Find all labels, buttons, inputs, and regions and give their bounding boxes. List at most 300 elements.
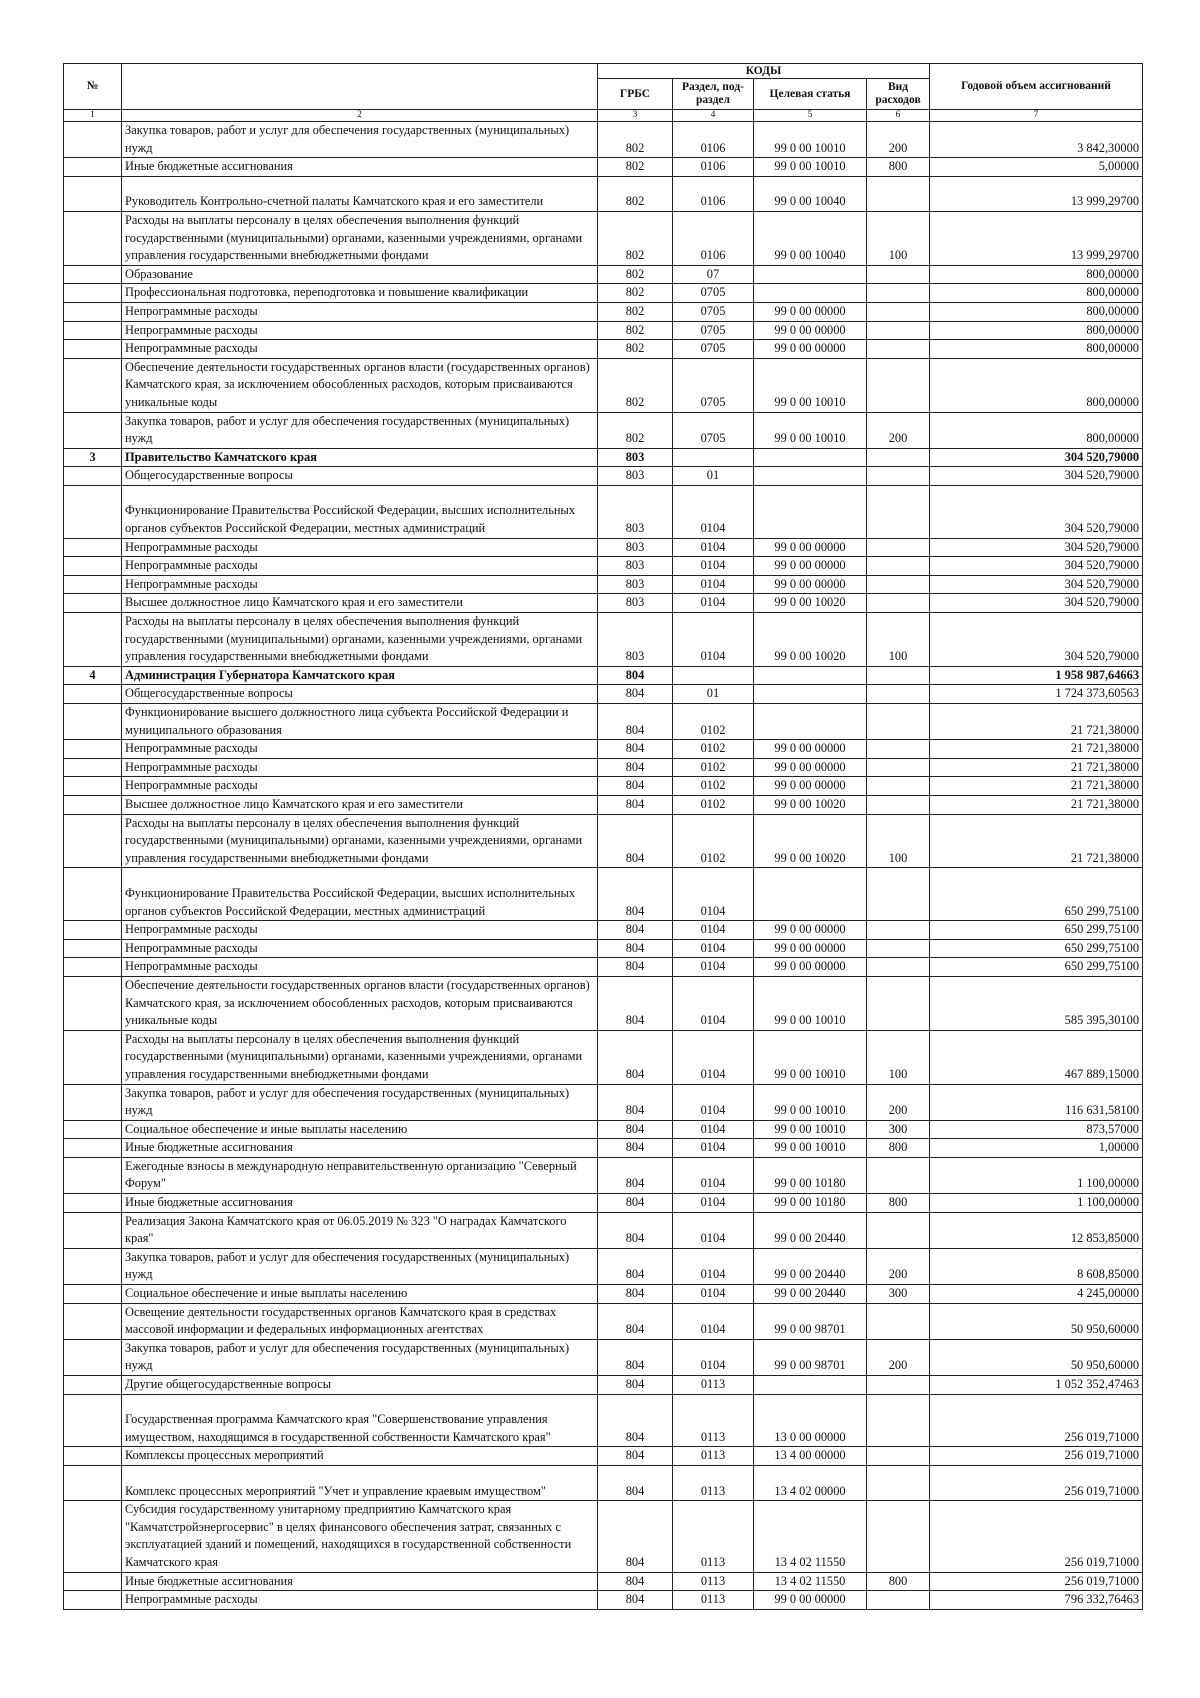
- table-row: [64, 939, 1143, 958]
- row-number: [64, 1591, 122, 1610]
- row-name: Правительство Камчатского края: [122, 448, 598, 467]
- row-target: [754, 467, 867, 486]
- row-name: Комплекс процессных мероприятий "Учет и управление краевым имуществом": [122, 1465, 598, 1500]
- row-number: [64, 1465, 122, 1500]
- row-name: Высшее должностное лицо Камчатского края и его заместители: [122, 594, 598, 613]
- row-amount: 304 520,79000: [930, 485, 1143, 538]
- row-section: 0104: [673, 1030, 754, 1084]
- row-exptype: [867, 1501, 930, 1572]
- row-amount: 650 299,75100: [930, 868, 1143, 921]
- table-row: [64, 1591, 1143, 1610]
- row-amount: 1 052 352,47463: [930, 1376, 1143, 1395]
- col-target-header: Целевая статья: [754, 79, 867, 110]
- row-exptype: [867, 302, 930, 321]
- row-target: [754, 1376, 867, 1395]
- row-grbs: 802: [598, 358, 673, 412]
- row-number: [64, 485, 122, 538]
- row-exptype: [867, 340, 930, 359]
- row-name: Непрограммные расходы: [122, 575, 598, 594]
- row-exptype: [867, 976, 930, 1030]
- row-number: [64, 467, 122, 486]
- row-section: 0106: [673, 122, 754, 158]
- row-exptype: [867, 1303, 930, 1339]
- row-target: 99 0 00 10010: [754, 1084, 867, 1120]
- row-section: 07: [673, 265, 754, 284]
- table-row: [64, 321, 1143, 340]
- table-row: [64, 176, 1143, 211]
- colnum: 7: [930, 110, 1143, 122]
- row-section: 0104: [673, 1157, 754, 1193]
- row-section: 0104: [673, 1139, 754, 1158]
- row-amount: 1,00000: [930, 1139, 1143, 1158]
- row-amount: 256 019,71000: [930, 1394, 1143, 1447]
- row-grbs: 804: [598, 1394, 673, 1447]
- row-number: [64, 412, 122, 448]
- row-exptype: [867, 868, 930, 921]
- row-amount: 304 520,79000: [930, 538, 1143, 557]
- row-exptype: [867, 467, 930, 486]
- row-number: [64, 1030, 122, 1084]
- row-amount: 304 520,79000: [930, 613, 1143, 667]
- row-name: Закупка товаров, работ и услуг для обеспечения государственных (муниципальных) нужд: [122, 412, 598, 448]
- row-name: Расходы на выплаты персоналу в целях обеспечения выполнения функций государственными (муниципальными) органами, казенными учреждениями, органами управления государственными внебюджетными фондами: [122, 211, 598, 265]
- row-number: [64, 1120, 122, 1139]
- table-row: [64, 467, 1143, 486]
- row-amount: 50 950,60000: [930, 1303, 1143, 1339]
- row-number: [64, 1139, 122, 1158]
- row-target: 99 0 00 00000: [754, 557, 867, 576]
- row-amount: 8 608,85000: [930, 1248, 1143, 1284]
- row-section: 0104: [673, 575, 754, 594]
- row-target: 99 0 00 10180: [754, 1157, 867, 1193]
- row-grbs: 803: [598, 575, 673, 594]
- row-exptype: [867, 284, 930, 303]
- row-grbs: 804: [598, 758, 673, 777]
- row-grbs: 804: [598, 939, 673, 958]
- table-row: [64, 685, 1143, 704]
- table-row: [64, 302, 1143, 321]
- table-row: [64, 557, 1143, 576]
- row-grbs: 804: [598, 976, 673, 1030]
- row-section: [673, 448, 754, 467]
- row-exptype: [867, 795, 930, 814]
- table-row: [64, 211, 1143, 265]
- row-grbs: 804: [598, 685, 673, 704]
- row-target: 99 0 00 10040: [754, 176, 867, 211]
- row-section: 0104: [673, 485, 754, 538]
- row-number: [64, 868, 122, 921]
- row-target: [754, 704, 867, 740]
- table-row: [64, 704, 1143, 740]
- row-number: [64, 740, 122, 759]
- table-row: [64, 448, 1143, 467]
- row-grbs: 803: [598, 594, 673, 613]
- row-amount: 12 853,85000: [930, 1212, 1143, 1248]
- row-target: 99 0 00 10040: [754, 211, 867, 265]
- row-name: Расходы на выплаты персоналу в целях обеспечения выполнения функций государственными (муниципальными) органами, казенными учреждениями, органами управления государственными внебюджетными фондами: [122, 613, 598, 667]
- row-exptype: [867, 740, 930, 759]
- row-number: [64, 176, 122, 211]
- row-section: 0113: [673, 1447, 754, 1466]
- row-section: 0104: [673, 1303, 754, 1339]
- row-section: 0104: [673, 1248, 754, 1284]
- table-row: [64, 1139, 1143, 1158]
- row-grbs: 803: [598, 448, 673, 467]
- row-target: 99 0 00 00000: [754, 758, 867, 777]
- row-exptype: [867, 758, 930, 777]
- budget-document: [63, 63, 1142, 1610]
- row-name: Непрограммные расходы: [122, 1591, 598, 1610]
- row-section: 0705: [673, 412, 754, 448]
- row-section: 0104: [673, 976, 754, 1030]
- row-number: [64, 958, 122, 977]
- row-name: Общегосударственные вопросы: [122, 685, 598, 704]
- row-name: Общегосударственные вопросы: [122, 467, 598, 486]
- row-section: 0102: [673, 704, 754, 740]
- row-section: 0705: [673, 302, 754, 321]
- row-target: 99 0 00 98701: [754, 1303, 867, 1339]
- row-number: [64, 302, 122, 321]
- row-name: Иные бюджетные ассигнования: [122, 1572, 598, 1591]
- row-grbs: 802: [598, 340, 673, 359]
- row-name: Образование: [122, 265, 598, 284]
- table-row: [64, 1339, 1143, 1375]
- row-grbs: 804: [598, 1465, 673, 1500]
- row-number: [64, 758, 122, 777]
- row-amount: 304 520,79000: [930, 557, 1143, 576]
- row-section: 0102: [673, 777, 754, 796]
- row-amount: 3 842,30000: [930, 122, 1143, 158]
- row-number: [64, 921, 122, 940]
- row-target: 99 0 00 10010: [754, 412, 867, 448]
- row-grbs: 803: [598, 538, 673, 557]
- row-amount: 4 245,00000: [930, 1285, 1143, 1304]
- row-number: [64, 1447, 122, 1466]
- row-target: 99 0 00 10020: [754, 594, 867, 613]
- row-section: 0104: [673, 921, 754, 940]
- row-amount: 256 019,71000: [930, 1447, 1143, 1466]
- table-row: [64, 284, 1143, 303]
- row-grbs: 804: [598, 1084, 673, 1120]
- table-row: [64, 575, 1143, 594]
- row-target: 99 0 00 10010: [754, 122, 867, 158]
- row-name: Социальное обеспечение и иные выплаты населению: [122, 1285, 598, 1304]
- row-name: Расходы на выплаты персоналу в целях обеспечения выполнения функций государственными (муниципальными) органами, казенными учреждениями, органами управления государственными внебюджетными фондами: [122, 1030, 598, 1084]
- budget-table: [63, 63, 1143, 1610]
- row-amount: 650 299,75100: [930, 939, 1143, 958]
- table-row: [64, 1194, 1143, 1213]
- row-exptype: [867, 777, 930, 796]
- row-section: 0705: [673, 340, 754, 359]
- row-exptype: 800: [867, 1194, 930, 1213]
- row-exptype: [867, 594, 930, 613]
- table-row: [64, 412, 1143, 448]
- column-numbers-row: [64, 110, 1143, 122]
- row-exptype: [867, 1212, 930, 1248]
- row-target: 99 0 00 00000: [754, 575, 867, 594]
- row-number: [64, 777, 122, 796]
- row-name: Социальное обеспечение и иные выплаты населению: [122, 1120, 598, 1139]
- row-grbs: 803: [598, 613, 673, 667]
- row-section: 0104: [673, 1120, 754, 1139]
- row-grbs: 804: [598, 795, 673, 814]
- row-number: [64, 158, 122, 177]
- colnum: 4: [673, 110, 754, 122]
- row-grbs: 804: [598, 868, 673, 921]
- row-amount: 256 019,71000: [930, 1501, 1143, 1572]
- row-number: [64, 1339, 122, 1375]
- row-name: Расходы на выплаты персоналу в целях обеспечения выполнения функций государственными (муниципальными) органами, казенными учреждениями, органами управления государственными внебюджетными фондами: [122, 814, 598, 868]
- col-exptype-header: Вид расходов: [867, 79, 930, 110]
- row-grbs: 803: [598, 467, 673, 486]
- row-section: 0102: [673, 814, 754, 868]
- row-section: 0104: [673, 557, 754, 576]
- row-target: 99 0 00 00000: [754, 939, 867, 958]
- table-row: [64, 265, 1143, 284]
- row-grbs: 804: [598, 1194, 673, 1213]
- row-number: [64, 1212, 122, 1248]
- row-number: [64, 1285, 122, 1304]
- table-row: [64, 958, 1143, 977]
- row-grbs: 804: [598, 1572, 673, 1591]
- row-target: 99 0 00 10010: [754, 1030, 867, 1084]
- table-row: [64, 1084, 1143, 1120]
- row-grbs: 804: [598, 1447, 673, 1466]
- row-target: [754, 448, 867, 467]
- table-row: [64, 538, 1143, 557]
- table-row: [64, 1248, 1143, 1284]
- row-exptype: [867, 921, 930, 940]
- table-row: [64, 758, 1143, 777]
- row-number: [64, 1303, 122, 1339]
- row-grbs: 802: [598, 302, 673, 321]
- row-section: 0104: [673, 868, 754, 921]
- row-amount: 800,00000: [930, 284, 1143, 303]
- row-name: Функционирование высшего должностного лица субъекта Российской Федерации и муниципального образования: [122, 704, 598, 740]
- row-section: 0104: [673, 958, 754, 977]
- row-exptype: [867, 538, 930, 557]
- row-section: 0113: [673, 1465, 754, 1500]
- row-grbs: 804: [598, 1303, 673, 1339]
- row-grbs: 804: [598, 1285, 673, 1304]
- row-section: 0106: [673, 211, 754, 265]
- row-target: 99 0 00 10010: [754, 1120, 867, 1139]
- colnum: 5: [754, 110, 867, 122]
- row-grbs: 804: [598, 814, 673, 868]
- row-grbs: 804: [598, 666, 673, 685]
- table-row: [64, 814, 1143, 868]
- table-row: [64, 594, 1143, 613]
- row-name: Обеспечение деятельности государственных органов власти (государственных органов) Камчатского края, за исключением обособленных расходов, которым присваиваются уникальные коды: [122, 358, 598, 412]
- row-target: 99 0 00 20440: [754, 1285, 867, 1304]
- row-amount: 1 100,00000: [930, 1194, 1143, 1213]
- row-number: [64, 594, 122, 613]
- row-number: [64, 1394, 122, 1447]
- row-exptype: 300: [867, 1285, 930, 1304]
- table-row: [64, 1212, 1143, 1248]
- row-target: [754, 868, 867, 921]
- row-section: 0705: [673, 321, 754, 340]
- row-number: [64, 1376, 122, 1395]
- row-exptype: 800: [867, 1572, 930, 1591]
- row-target: 99 0 00 00000: [754, 302, 867, 321]
- table-row: [64, 1285, 1143, 1304]
- row-target: 99 0 00 10180: [754, 1194, 867, 1213]
- row-exptype: 100: [867, 1030, 930, 1084]
- row-amount: 21 721,38000: [930, 704, 1143, 740]
- row-target: 99 0 00 10010: [754, 158, 867, 177]
- row-name: Реализация Закона Камчатского края от 06.05.2019 № 323 "О наградах Камчатского края": [122, 1212, 598, 1248]
- row-amount: 800,00000: [930, 358, 1143, 412]
- row-target: 99 0 00 00000: [754, 740, 867, 759]
- row-target: [754, 284, 867, 303]
- row-section: 0104: [673, 1285, 754, 1304]
- row-name: Закупка товаров, работ и услуг для обеспечения государственных (муниципальных) нужд: [122, 1084, 598, 1120]
- row-name: Обеспечение деятельности государственных органов власти (государственных органов) Камчатского края, за исключением обособленных расходов, которым присваиваются уникальные коды: [122, 976, 598, 1030]
- row-grbs: 802: [598, 211, 673, 265]
- table-row: [64, 1465, 1143, 1500]
- row-target: [754, 485, 867, 538]
- row-amount: 800,00000: [930, 321, 1143, 340]
- row-name: Комплексы процессных мероприятий: [122, 1447, 598, 1466]
- row-section: 0106: [673, 158, 754, 177]
- row-amount: 13 999,29700: [930, 176, 1143, 211]
- row-exptype: [867, 265, 930, 284]
- row-exptype: 300: [867, 1120, 930, 1139]
- row-amount: 21 721,38000: [930, 740, 1143, 759]
- row-exptype: 200: [867, 412, 930, 448]
- row-amount: 1 958 987,64663: [930, 666, 1143, 685]
- row-amount: 873,57000: [930, 1120, 1143, 1139]
- row-target: 99 0 00 00000: [754, 538, 867, 557]
- row-exptype: [867, 321, 930, 340]
- row-grbs: 802: [598, 176, 673, 211]
- row-number: [64, 575, 122, 594]
- row-exptype: 200: [867, 122, 930, 158]
- row-exptype: 200: [867, 1248, 930, 1284]
- row-exptype: [867, 448, 930, 467]
- row-grbs: 804: [598, 1248, 673, 1284]
- row-target: 99 0 00 00000: [754, 921, 867, 940]
- row-name: Иные бюджетные ассигнования: [122, 158, 598, 177]
- row-grbs: 802: [598, 284, 673, 303]
- row-name: Ежегодные взносы в международную неправительственную организацию "Северный Форум": [122, 1157, 598, 1193]
- row-number: [64, 939, 122, 958]
- table-row: [64, 158, 1143, 177]
- row-target: 99 0 00 20440: [754, 1212, 867, 1248]
- col-annual-header: Годовой объем ассигнований: [930, 64, 1143, 110]
- table-row: [64, 868, 1143, 921]
- row-name: Другие общегосударственные вопросы: [122, 1376, 598, 1395]
- row-number: [64, 1248, 122, 1284]
- row-target: 99 0 00 00000: [754, 1591, 867, 1610]
- row-exptype: [867, 485, 930, 538]
- row-section: 0104: [673, 1084, 754, 1120]
- row-target: 99 0 00 10020: [754, 795, 867, 814]
- table-row: [64, 1030, 1143, 1084]
- col-grbs-header: ГРБС: [598, 79, 673, 110]
- row-name: Непрограммные расходы: [122, 302, 598, 321]
- row-exptype: [867, 176, 930, 211]
- table-row: [64, 921, 1143, 940]
- row-amount: 304 520,79000: [930, 467, 1143, 486]
- colnum: 2: [122, 110, 598, 122]
- row-amount: 116 631,58100: [930, 1084, 1143, 1120]
- row-section: 0104: [673, 594, 754, 613]
- table-row: [64, 613, 1143, 667]
- row-target: 99 0 00 10020: [754, 613, 867, 667]
- row-exptype: [867, 557, 930, 576]
- row-grbs: 804: [598, 777, 673, 796]
- row-section: 0104: [673, 1194, 754, 1213]
- row-exptype: [867, 666, 930, 685]
- row-grbs: 804: [598, 958, 673, 977]
- row-target: 13 4 02 11550: [754, 1501, 867, 1572]
- codes-header: КОДЫ: [598, 64, 930, 79]
- table-row: [64, 122, 1143, 158]
- row-name: Непрограммные расходы: [122, 921, 598, 940]
- table-row: [64, 666, 1143, 685]
- row-number: 4: [64, 666, 122, 685]
- row-exptype: [867, 939, 930, 958]
- row-section: 0113: [673, 1376, 754, 1395]
- row-number: [64, 685, 122, 704]
- row-amount: 5,00000: [930, 158, 1143, 177]
- row-amount: 800,00000: [930, 340, 1143, 359]
- row-amount: 800,00000: [930, 412, 1143, 448]
- row-exptype: [867, 1394, 930, 1447]
- row-exptype: [867, 958, 930, 977]
- row-number: [64, 1084, 122, 1120]
- row-name: Функционирование Правительства Российской Федерации, высших исполнительных органов субъектов Российской Федерации, местных администраций: [122, 868, 598, 921]
- colnum: 1: [64, 110, 122, 122]
- row-exptype: 200: [867, 1339, 930, 1375]
- row-name: Непрограммные расходы: [122, 777, 598, 796]
- colnum: 6: [867, 110, 930, 122]
- row-number: [64, 284, 122, 303]
- table-row: [64, 795, 1143, 814]
- row-section: 0102: [673, 740, 754, 759]
- row-amount: 1 100,00000: [930, 1157, 1143, 1193]
- row-exptype: [867, 1376, 930, 1395]
- row-exptype: [867, 575, 930, 594]
- row-exptype: 200: [867, 1084, 930, 1120]
- row-section: 0104: [673, 1339, 754, 1375]
- row-amount: 256 019,71000: [930, 1572, 1143, 1591]
- row-number: [64, 1501, 122, 1572]
- row-exptype: [867, 1157, 930, 1193]
- row-target: 99 0 00 20440: [754, 1248, 867, 1284]
- row-section: 01: [673, 685, 754, 704]
- row-grbs: 802: [598, 158, 673, 177]
- row-amount: 13 999,29700: [930, 211, 1143, 265]
- row-grbs: 804: [598, 1376, 673, 1395]
- row-exptype: 100: [867, 814, 930, 868]
- table-row: [64, 1376, 1143, 1395]
- table-row: [64, 1303, 1143, 1339]
- row-name: Иные бюджетные ассигнования: [122, 1139, 598, 1158]
- row-section: 01: [673, 467, 754, 486]
- row-grbs: 804: [598, 1120, 673, 1139]
- table-row: [64, 777, 1143, 796]
- row-name: Непрограммные расходы: [122, 758, 598, 777]
- row-exptype: 100: [867, 211, 930, 265]
- col-section-header: Раздел, под-раздел: [673, 79, 754, 110]
- row-amount: 304 520,79000: [930, 594, 1143, 613]
- row-grbs: 804: [598, 1339, 673, 1375]
- row-grbs: 802: [598, 412, 673, 448]
- row-grbs: 804: [598, 1591, 673, 1610]
